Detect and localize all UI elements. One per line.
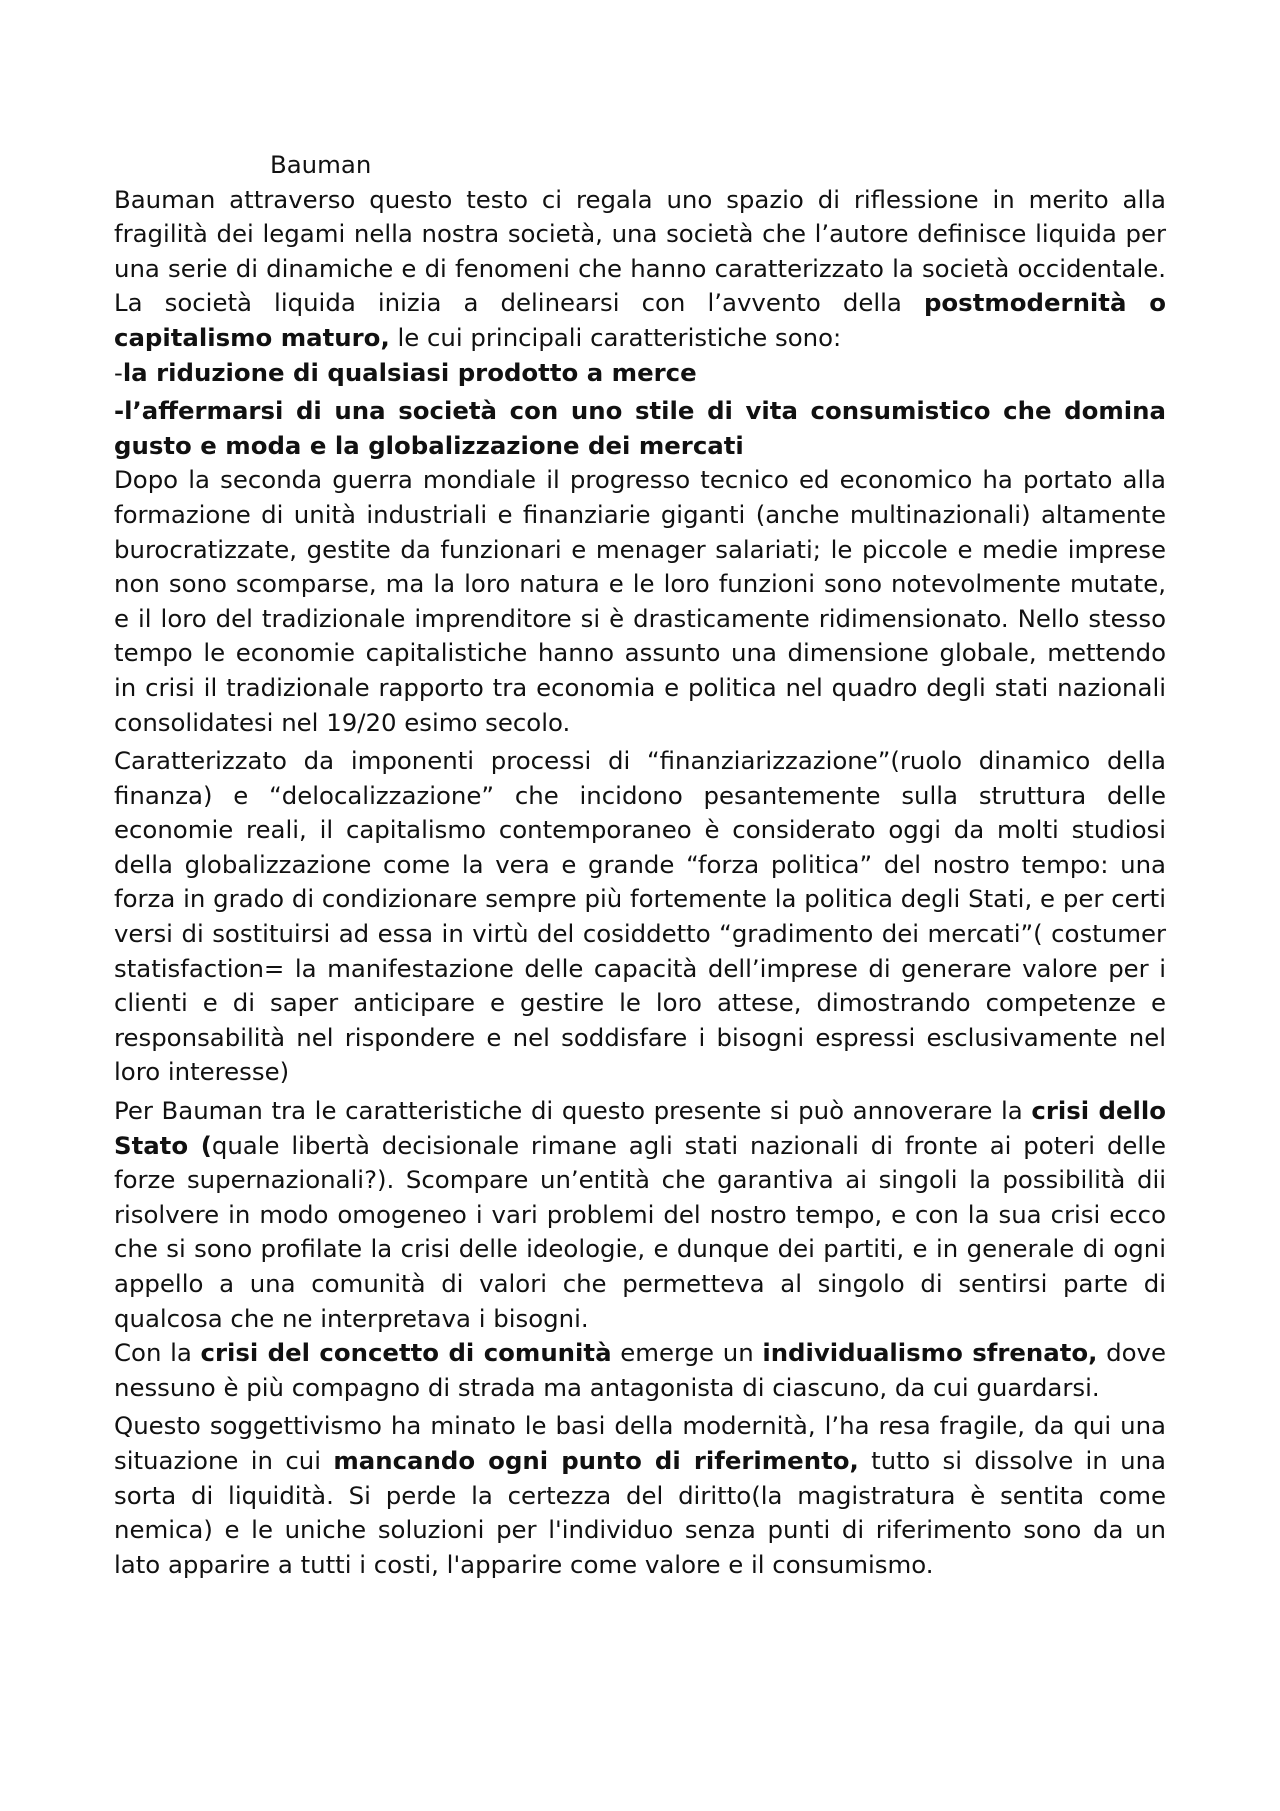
text-run: La società liquida inizia a delinearsi con l’avvento della <box>114 288 924 318</box>
bold-run: crisi del concetto di comunità <box>200 1338 612 1368</box>
paragraph-societa-liquida <box>114 286 1166 355</box>
paragraph-individualismo <box>114 1336 1166 1405</box>
text-run: tutto si dissolve in una sorta di liquidità. Si perde la certezza del diritto(la magistratura è sentita come nemica) e le uniche soluzioni per l'individuo senza punti di riferimento sono da un lato apparire a tutti i costi, l'apparire come valore e il consumismo. <box>114 1445 1166 1579</box>
document-body <box>114 148 1166 1582</box>
text-run: Per Bauman tra le caratteristiche di questo presente si può annoverare la <box>114 1096 1032 1126</box>
paragraph-dopoguerra: Dopo la seconda guerra mondiale il progresso tecnico ed economico ha portato alla formazione di unità industriali e finanziarie giganti (anche multinazionali) altamente burocratizzate, gestite da funzionari e menager salariati; le piccole e medie imprese non sono scomparse, ma la loro natura e le loro funzioni sono notevolmente mutate, e il loro del tradizionale imprenditore si è drasticamente ridimensionato. Nello stesso tempo le economie capitalistiche hanno assunto una dimensione globale, mettendo in crisi il tradizionale rapporto tra economia e politica nel quadro degli stati nazionali consolidatesi nel 19/20 esimo secolo. <box>114 465 1166 737</box>
paragraph-soggettivismo <box>114 1409 1166 1582</box>
bold-run: individualismo sfrenato, <box>762 1338 1098 1368</box>
paragraph-intro: Bauman attraverso questo testo ci regala uno spazio di riflessione in merito alla fragilità dei legami nella nostra società, una società che l’autore definisce liquida per una serie di dinamiche e di fenomeni che hanno caratterizzato la società occidentale. <box>114 184 1166 283</box>
list-dash: - <box>114 357 123 387</box>
text-run: Questo soggettivismo ha minato le basi della modernità, l’ha resa fragile, da qui una situazione in cui <box>114 1411 1166 1475</box>
text-run: le cui principali caratteristiche sono: <box>389 322 842 352</box>
text-run: emerge un <box>611 1338 763 1368</box>
paragraph-capitalismo: Caratterizzato da imponenti processi di “finanziarizzazione”(ruolo dinamico della finanza) e “delocalizzazione” che incidono pesantemente sulla struttura delle economie reali, il capitalismo contemporaneo è considerato oggi da molti studiosi della globalizzazione come la vera e grande “forza politica” del nostro tempo: una forza in grado di condizionare sempre più fortemente la politica degli Stati, e per certi versi di sostituirsi ad essa in virtù del cosiddetto “gradimento dei mercati”( costumer statisfaction= la manifestazione delle capacità dell’imprese di generare valore per i clienti e di saper anticipare e gestire le loro attese, dimostrando competenze e responsabilità nel rispondere e nel soddisfare i bisogni espressi esclusivamente nel loro interesse) <box>114 746 1166 1087</box>
text-run: quale libertà decisionale rimane agli stati nazionali di fronte ai poteri delle forze supernazionali?). Scompare un’entità che garantiva ai singoli la possibilità dii risolvere in modo omogeneo i vari problemi del nostro tempo, e con la sua crisi ecco che si sono profilate la crisi delle ideologie, e dunque dei partiti, e in generale di ogni appello a una comunità di valori che permetteva al singolo di sentirsi parte di qualcosa che ne interpretava i bisogni. <box>114 1130 1166 1333</box>
text-run: dove nessuno è più compagno di strada ma antagonista di ciascuno, da cui guardarsi. <box>114 1338 1166 1402</box>
paragraph-crisi-stato <box>114 1094 1166 1336</box>
bold-run: la riduzione di qualsiasi prodotto a merce <box>122 357 697 387</box>
document-title: Bauman <box>270 150 372 179</box>
bold-run: crisi dello Stato ( <box>114 1096 1167 1160</box>
bold-run: postmodernità o capitalismo maturo, <box>114 288 1166 352</box>
bold-run: mancando ogni punto di riferimento, <box>333 1445 859 1475</box>
list-item-merce <box>114 356 1166 391</box>
list-item-consumismo: -l’affermarsi di una società con uno stile di vita consumistico che domina gusto e moda e la globalizzazione dei mercati <box>114 396 1166 460</box>
text-run: Con la <box>114 1338 201 1368</box>
